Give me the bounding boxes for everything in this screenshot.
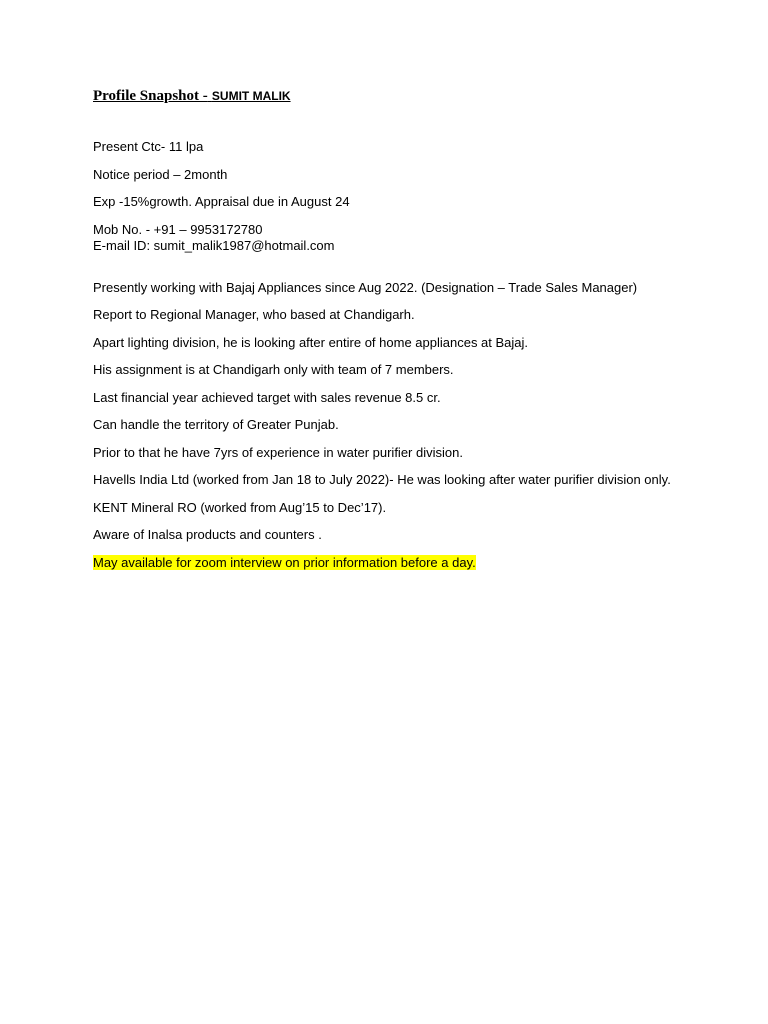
detail-experience: Exp -15%growth. Appraisal due in August 24: [93, 194, 350, 209]
summary-line: His assignment is at Chandigarh only with team of 7 members.: [93, 362, 454, 377]
document-body: [93, 86, 733, 571]
summary-line: Can handle the territory of Greater Punjab.: [93, 417, 339, 432]
summary-line: Last financial year achieved target with sales revenue 8.5 cr.: [93, 389, 441, 405]
candidate-name: SUMIT MALIK: [211, 89, 291, 103]
detail-mobile: Mob No. - +91 – 9953172780: [93, 221, 263, 237]
highlighted-text: May available for zoom interview on prior information before a day.: [93, 554, 476, 570]
detail-ctc: Present Ctc- 11 lpa: [93, 139, 204, 154]
page-title: [93, 86, 733, 106]
summary-line: Havells India Ltd (worked from Jan 18 to July 2022)- He was looking after water purifier division only.: [93, 472, 671, 487]
summary-line: Report to Regional Manager, who based at Chandigarh.: [93, 307, 415, 322]
interview-note: [93, 555, 733, 571]
summary-line: Prior to that he have 7yrs of experience in water purifier division.: [93, 444, 463, 460]
summary-line: Aware of Inalsa products and counters .: [93, 527, 322, 542]
detail-notice-period: Notice period – 2month: [93, 166, 228, 182]
summary-line: KENT Mineral RO (worked from Aug’15 to Dec’17).: [93, 499, 387, 515]
detail-email: E-mail ID: sumit_malik1987@hotmail.com: [93, 237, 335, 253]
summary-line: Apart lighting division, he is looking after entire of home appliances at Bajaj.: [93, 334, 529, 350]
summary-line: Presently working with Bajaj Appliances since Aug 2022. (Designation – Trade Sales Manager): [93, 279, 638, 295]
title-heading: Profile Snapshot -: [93, 88, 208, 104]
